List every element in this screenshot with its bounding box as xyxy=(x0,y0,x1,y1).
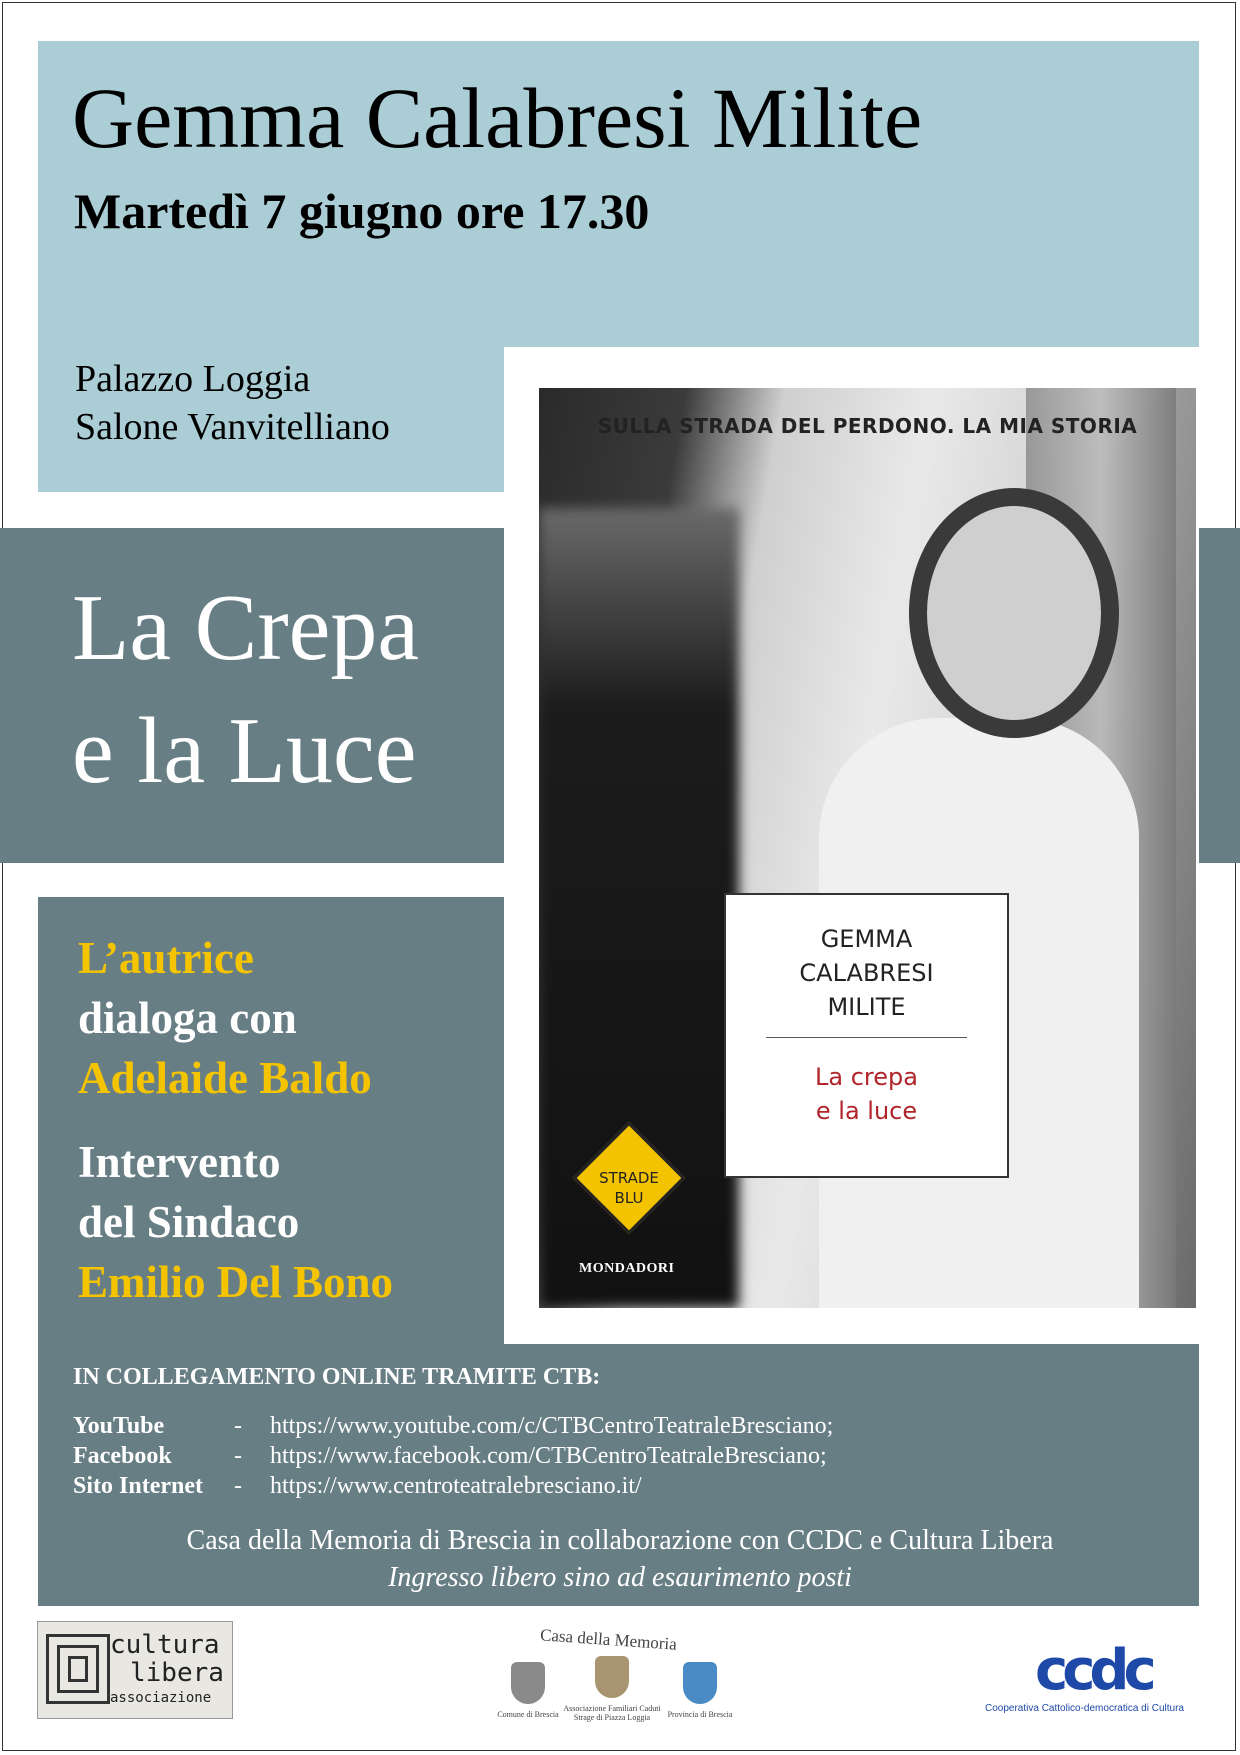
youtube-link[interactable]: https://www.youtube.com/c/CTBCentroTeatraleBresciano; xyxy=(270,1413,834,1439)
event-date: Martedì 7 giugno ore 17.30 xyxy=(74,183,650,239)
youtube-dash: - xyxy=(234,1413,242,1439)
facebook-dash: - xyxy=(234,1443,242,1469)
speaker-connector: dialoga con xyxy=(78,993,297,1043)
comune-crest-icon xyxy=(511,1662,545,1704)
cl-word-3: associazione xyxy=(110,1690,212,1706)
spiral-icon xyxy=(46,1634,110,1704)
crest-label-comune: Comune di Brescia xyxy=(497,1710,559,1719)
mayor-label: del Sindaco xyxy=(78,1197,300,1247)
cover-author-1: GEMMA xyxy=(820,925,913,953)
book-cover-image xyxy=(539,388,1196,1308)
badge-line-2: BLU xyxy=(614,1189,644,1207)
cover-divider xyxy=(766,1037,967,1038)
online-heading: IN COLLEGAMENTO ONLINE TRAMITE CTB: xyxy=(73,1364,601,1390)
strade-blu-badge-text xyxy=(579,1168,679,1208)
ccdc-logo: ccdc xyxy=(1035,1638,1151,1703)
crest-label-provincia: Provincia di Brescia xyxy=(667,1710,733,1719)
casa-memoria-logo-title: Casa della Memoria xyxy=(539,1625,678,1654)
provincia-crest-icon xyxy=(683,1662,717,1704)
moderator-name: Adelaide Baldo xyxy=(78,1053,372,1103)
cultura-libera-logo xyxy=(37,1621,233,1719)
facebook-label: Facebook xyxy=(73,1443,172,1469)
youtube-label: YouTube xyxy=(73,1413,165,1439)
mayor-name: Emilio Del Bono xyxy=(78,1257,394,1307)
cover-bride-face xyxy=(909,488,1119,738)
cover-author-2: CALABRESI xyxy=(799,959,934,987)
website-dash: - xyxy=(234,1473,242,1499)
cl-word-2: libera xyxy=(130,1658,224,1688)
collaboration-note: Casa della Memoria di Brescia in collaborazione con CCDC e Cultura Libera xyxy=(186,1525,1054,1556)
cl-word-1: cultura xyxy=(110,1630,220,1660)
venue-name: Palazzo Loggia xyxy=(75,358,311,400)
cover-title-1: La crepa xyxy=(815,1063,918,1091)
book-title-line-2: e la Luce xyxy=(72,699,417,803)
cover-publisher: MONDADORI xyxy=(579,1261,675,1276)
cover-title-box xyxy=(724,893,1009,1178)
intervention-label: Intervento xyxy=(78,1137,281,1187)
entry-note: Ingresso libero sino ad esaurimento posti xyxy=(388,1562,852,1593)
author-name: Gemma Calabresi Milite xyxy=(72,70,923,166)
badge-line-1: STRADE xyxy=(599,1169,659,1187)
website-label: Sito Internet xyxy=(73,1473,203,1499)
website-link[interactable]: https://www.centroteatralebresciano.it/ xyxy=(270,1473,642,1499)
cover-tagline: SULLA STRADA DEL PERDONO. LA MIA STORIA xyxy=(597,414,1138,438)
cover-title-2: e la luce xyxy=(815,1097,918,1125)
speaker-intro: L’autrice xyxy=(78,933,254,983)
association-crest-icon xyxy=(595,1656,629,1698)
cover-author-3: MILITE xyxy=(827,993,906,1021)
book-title-line-1: La Crepa xyxy=(72,576,420,680)
crest-label-association: Associazione Familiari Caduti Strage di Piazza Loggia xyxy=(563,1704,661,1722)
venue-room: Salone Vanvitelliano xyxy=(75,406,390,448)
ccdc-caption: Cooperativa Cattolico-democratica di Cultura xyxy=(985,1703,1184,1714)
facebook-link[interactable]: https://www.facebook.com/CTBCentroTeatraleBresciano; xyxy=(270,1443,827,1469)
